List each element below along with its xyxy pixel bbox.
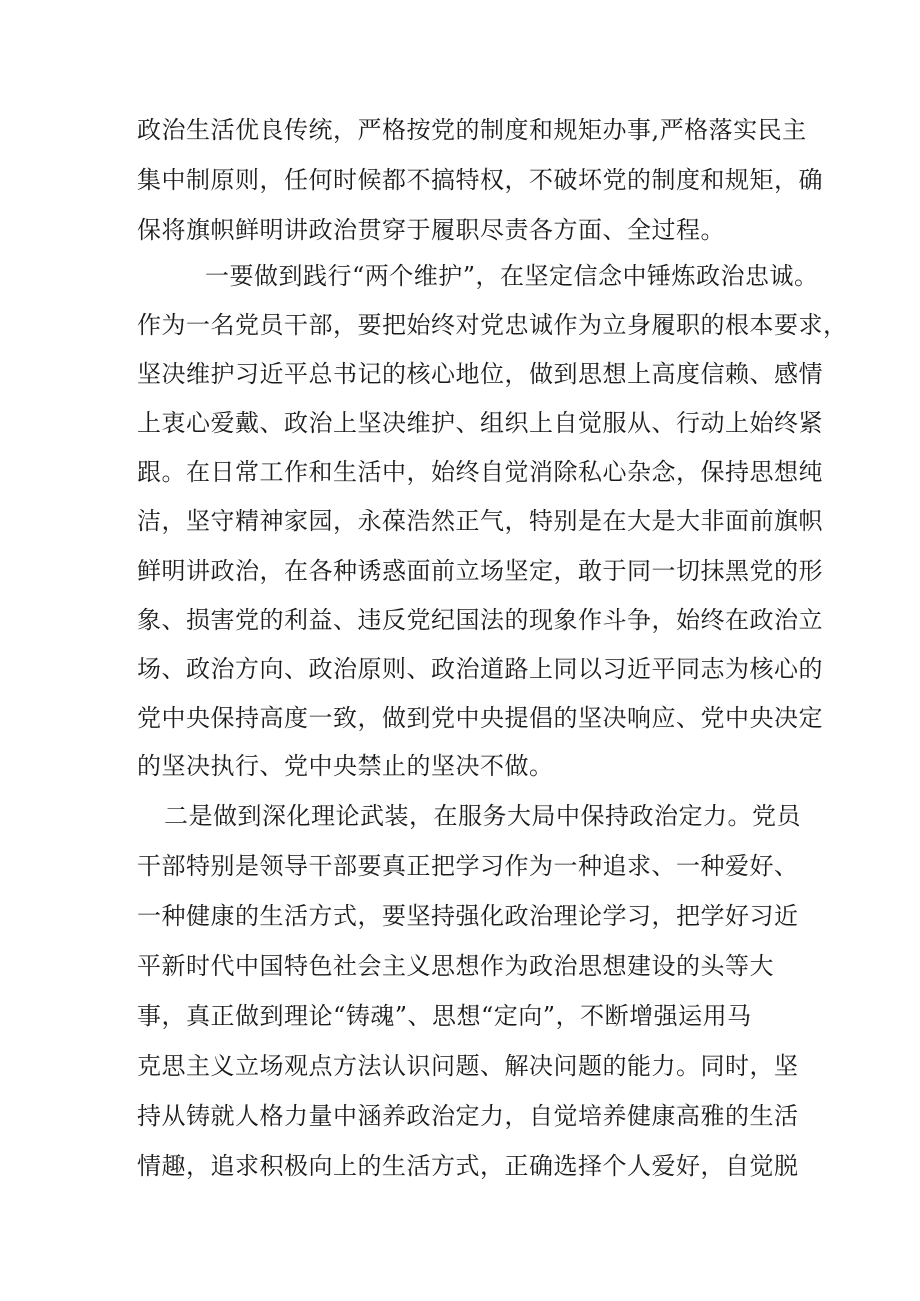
text-line: 鲜明讲政治，在各种诱惑面前立场坚定，敢于同一切抹黑党的形 [137, 557, 823, 585]
text-line: 政治生活优良传统，严格按党的制度和规矩办事,严格落实民主 [137, 116, 807, 144]
text-line: 上衷心爱戴、政治上坚决维护、组织上自觉服从、行动上始终紧 [137, 409, 823, 437]
text-line: 持从铸就人格力量中涵养政治定力，自觉培养健康高雅的生活 [137, 1102, 799, 1130]
text-line: 集中制原则，任何时候都不搞特权，不破坏党的制度和规矩，确 [137, 166, 823, 194]
text-line: 的坚决执行、党中央禁止的坚决不做。 [137, 752, 554, 780]
text-line: 平新时代中国特色社会主义思想作为政治思想建设的头等大 [137, 952, 774, 980]
text-line: 坚决维护习近平总书记的核心地位，做到思想上高度信赖、感情 [137, 360, 823, 388]
text-line: 作为一名党员干部，要把始终对党忠诚作为立身履职的根本要求， [137, 311, 848, 339]
paragraph-first-line: 二是做到深化理论武装，在服务大局中保持政治定力。党员 [164, 802, 801, 830]
text-line: 克思主义立场观点方法认识问题、解决问题的能力。同时，坚 [137, 1052, 799, 1080]
text-line: 党中央保持高度一致，做到党中央提倡的坚决响应、党中央决定 [137, 704, 823, 732]
text-line: 洁，坚守精神家园，永葆浩然正气，特别是在大是大非面前旗帜 [137, 507, 823, 535]
paragraph-first-line: 一要做到践行“两个维护”，在坚定信念中锤炼政治忠诚。 [205, 262, 819, 290]
text-line: 一种健康的生活方式，要坚持强化政治理论学习，把学好习近 [137, 902, 799, 930]
text-line: 跟。在日常工作和生活中，始终自觉消除私心杂念，保持思想纯 [137, 458, 823, 486]
text-line: 场、政治方向、政治原则、政治道路上同以习近平同志为核心的 [137, 655, 823, 683]
text-line: 象、损害党的利益、违反党纪国法的现象作斗争，始终在政治立 [137, 606, 823, 634]
text-line: 干部特别是领导干部要真正把学习作为一种追求、一种爱好、 [137, 852, 799, 880]
text-line: 情趣，追求积极向上的生活方式，正确选择个人爱好，自觉脱 [137, 1152, 799, 1180]
text-line: 事，真正做到理论“铸魂”、思想“定向”，不断增强运用马 [137, 1002, 752, 1030]
text-line: 保将旗帜鲜明讲政治贯穿于履职尽责各方面、全过程。 [137, 216, 725, 244]
